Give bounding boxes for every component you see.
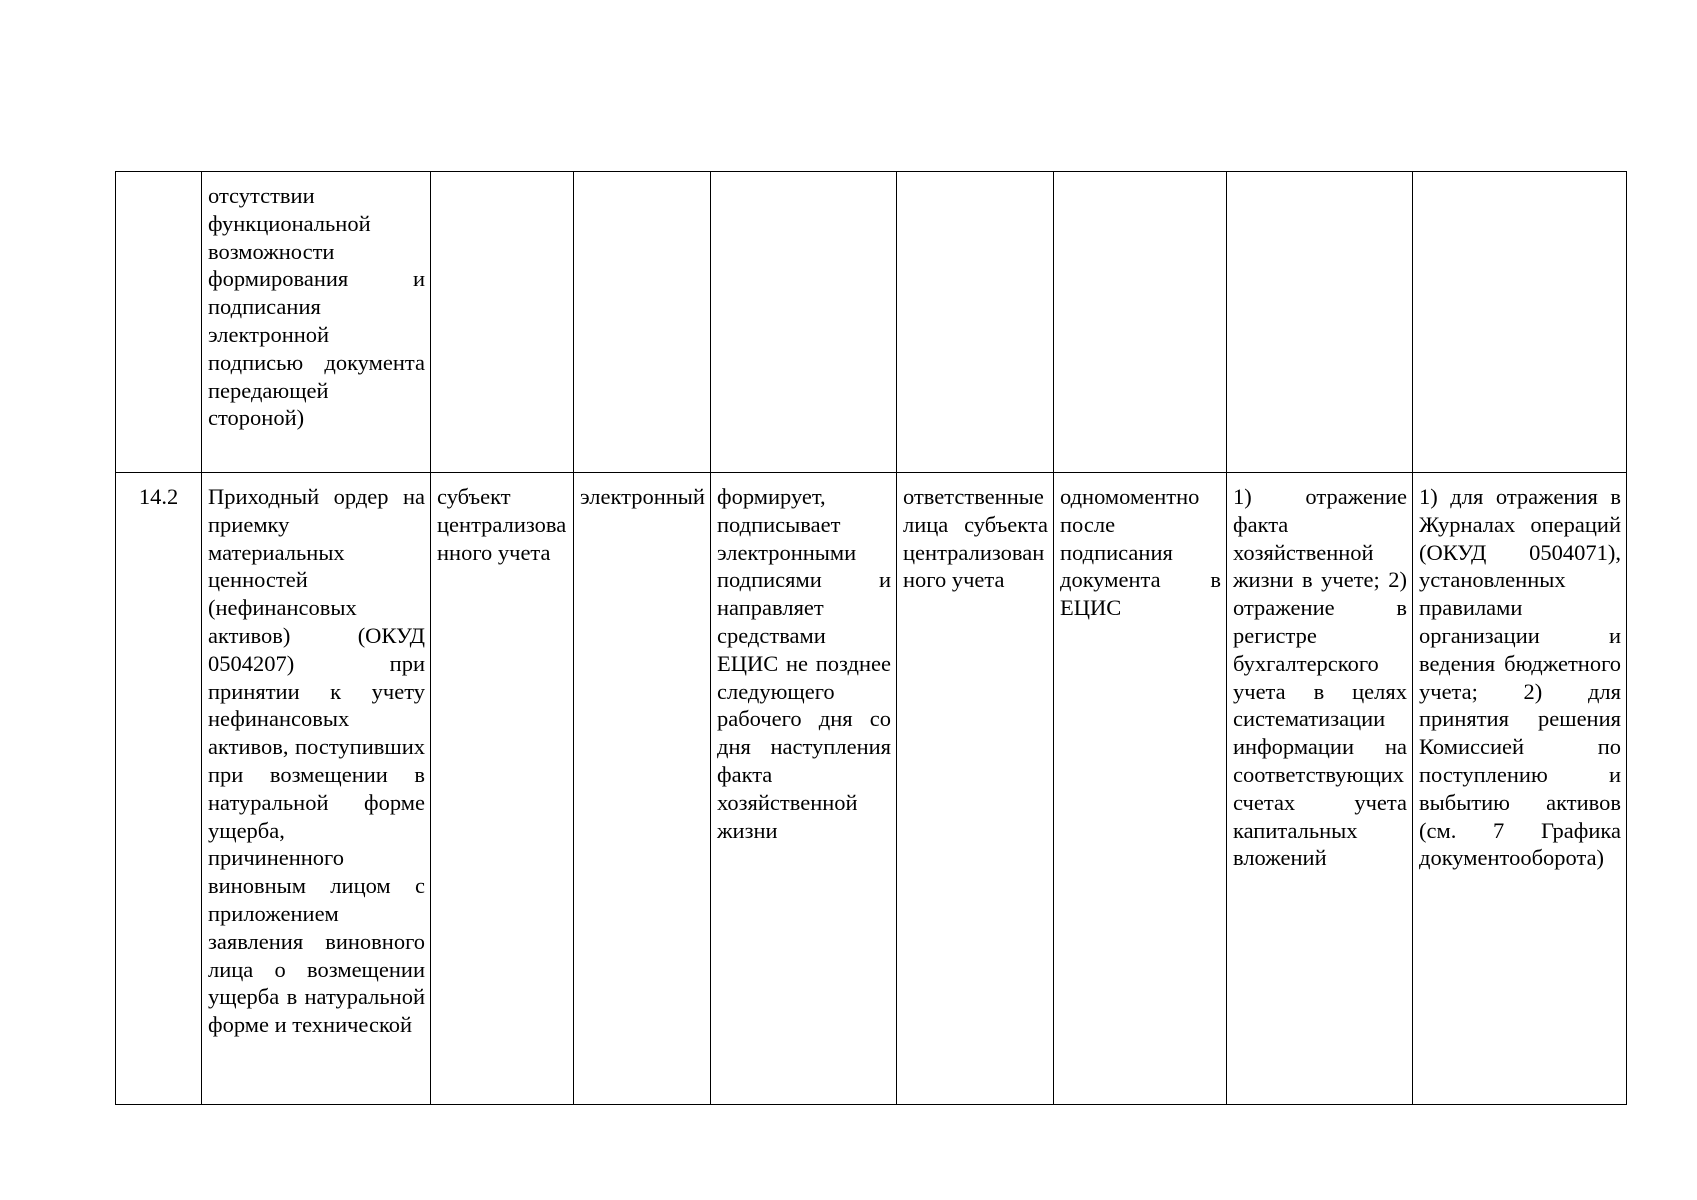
action-cell [711, 172, 897, 473]
row-number-cell: 14.2 [116, 473, 202, 1105]
table-row [116, 473, 1627, 1105]
deadline-cell: одномоментно после подписания документа в ЕЦИС [1054, 473, 1227, 1105]
document-form-cell [574, 172, 711, 473]
accounting-purpose-cell [1227, 172, 1413, 473]
action-cell: формирует, подписывает электронными подписями и направляет средствами ЕЦИС не позднее следующего рабочего дня со дня наступления факта хозяйственной жизни [711, 473, 897, 1105]
document-name-cell: Приходный ордер на приемку материальных ценностей (нефинансовых активов) (ОКУД 0504207) при принятии к учету нефинансовых активов, поступивших при возмещении в натуральной форме ущерба, причиненного виновным лицом с приложением заявления виновного лица о возмещении ущерба в натуральной форме и технической [202, 473, 431, 1105]
responsible-subject-cell: субъект централизованного учета [431, 473, 574, 1105]
usage-purpose-cell [1413, 172, 1627, 473]
usage-purpose-cell: 1) для отражения в Журналах операций (ОКУД 0504071), установленных правилами организации и ведения бюджетного учета; 2) для принятия решения Комиссией по поступлению и выбытию активов (см. 7 Графика документооборота) [1413, 473, 1627, 1105]
document-name-cell: отсутствии функциональной возможности формирования и подписания электронной подписью документа передающей стороной) [202, 172, 431, 473]
responsible-persons-cell [897, 172, 1054, 473]
row-number-cell [116, 172, 202, 473]
accounting-purpose-cell: 1) отражение факта хозяйственной жизни в учете; 2) отражение в регистре бухгалтерского учета в целях систематизации информации на соответствующих счетах учета капитальных вложений [1227, 473, 1413, 1105]
document-form-cell: электронный [574, 473, 711, 1105]
deadline-cell [1054, 172, 1227, 473]
document-table [115, 171, 1627, 1105]
responsible-persons-cell: ответственные лица субъекта централизованного учета [897, 473, 1054, 1105]
responsible-subject-cell [431, 172, 574, 473]
table-row [116, 172, 1627, 473]
